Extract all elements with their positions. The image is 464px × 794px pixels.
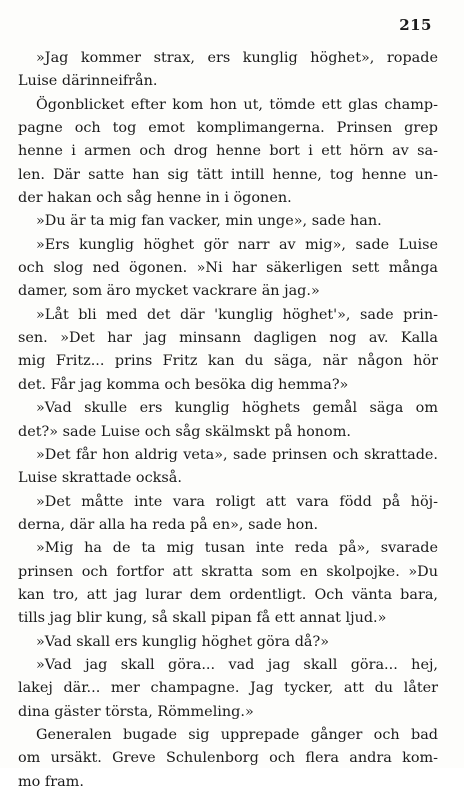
text-line: sen. »Det har jag minsann dagligen nog av. Kalla	[18, 330, 438, 347]
text-line: henne i armen och drog henne bort i ett hörn av sa-	[18, 143, 438, 160]
text-line: »Vad skulle ers kunglig höghets gemål säga om	[36, 400, 438, 417]
body-text	[18, 47, 438, 794]
text-line: »Ers kunglig höghet gör narr av mig», sade Luise	[36, 236, 438, 253]
text-line: »Vad skall ers kunglig höghet göra då?»	[36, 633, 330, 650]
text-line: derna, där alla ha reda på en», sade hon.	[18, 516, 319, 533]
text-line: om ursäkt. Greve Schulenborg och flera andra kom-	[18, 750, 438, 767]
text-line: dina gäster törsta, Römmeling.»	[18, 703, 254, 720]
text-line: damer, som äro mycket vackrare än jag.»	[18, 283, 320, 300]
text-line: mo fram.	[18, 773, 84, 790]
text-line: »Det måtte inte vara roligt att vara född på höj-	[36, 493, 438, 510]
text-line: Luise därinneifrån.	[18, 73, 158, 90]
text-line: Ögonblicket efter kom hon ut, tömde ett glas champ-	[36, 96, 438, 113]
text-line: »Jag kommer strax, ers kunglig höghet», ropade	[36, 50, 438, 66]
text-line: »Det får hon aldrig veta», sade prinsen och skrattade.	[36, 446, 438, 463]
text-line: »Du är ta mig fan vacker, min unge», sade han.	[36, 213, 382, 230]
text-line: prinsen och fortfor att skratta som en skolpojke. »Du	[18, 563, 438, 580]
text-line: »Vad jag skall göra... vad jag skall göra... hej,	[36, 656, 438, 673]
text-line: der hakan och såg henne in i ögonen.	[18, 190, 292, 207]
text-line: Generalen bugade sig upprepade gånger och bad	[36, 726, 438, 743]
text-line: »Mig ha de ta mig tusan inte reda på», svarade	[36, 540, 438, 557]
text-line: len. Där satte han sig tätt intill henne, tog henne un-	[18, 166, 438, 183]
text-line: lakej där... mer champagne. Jag tycker, att du låter	[18, 680, 438, 697]
text-line: tills jag blir kung, så skall pipan få ett annat ljud.»	[18, 610, 387, 627]
text-line: det. Får jag komma och besöka dig hemma?»	[18, 376, 349, 393]
text-line: Luise skrattade också.	[18, 470, 182, 487]
text-line: kan tro, att jag lurar dem ordentligt. Och vänta bara,	[18, 586, 438, 603]
text-line: pagne och tog emot komplimangerna. Prinsen grep	[18, 120, 438, 137]
text-line: och slog ned ögonen. »Ni har säkerligen sett många	[18, 260, 438, 277]
page-number: 215	[399, 16, 432, 34]
text-line: »Låt bli med det där 'kunglig höghet'», sade prin-	[36, 306, 438, 323]
text-line: mig Fritz... prins Fritz kan du säga, när någon hör	[18, 353, 438, 370]
text-line: det?» sade Luise och såg skälmskt på honom.	[18, 423, 351, 440]
